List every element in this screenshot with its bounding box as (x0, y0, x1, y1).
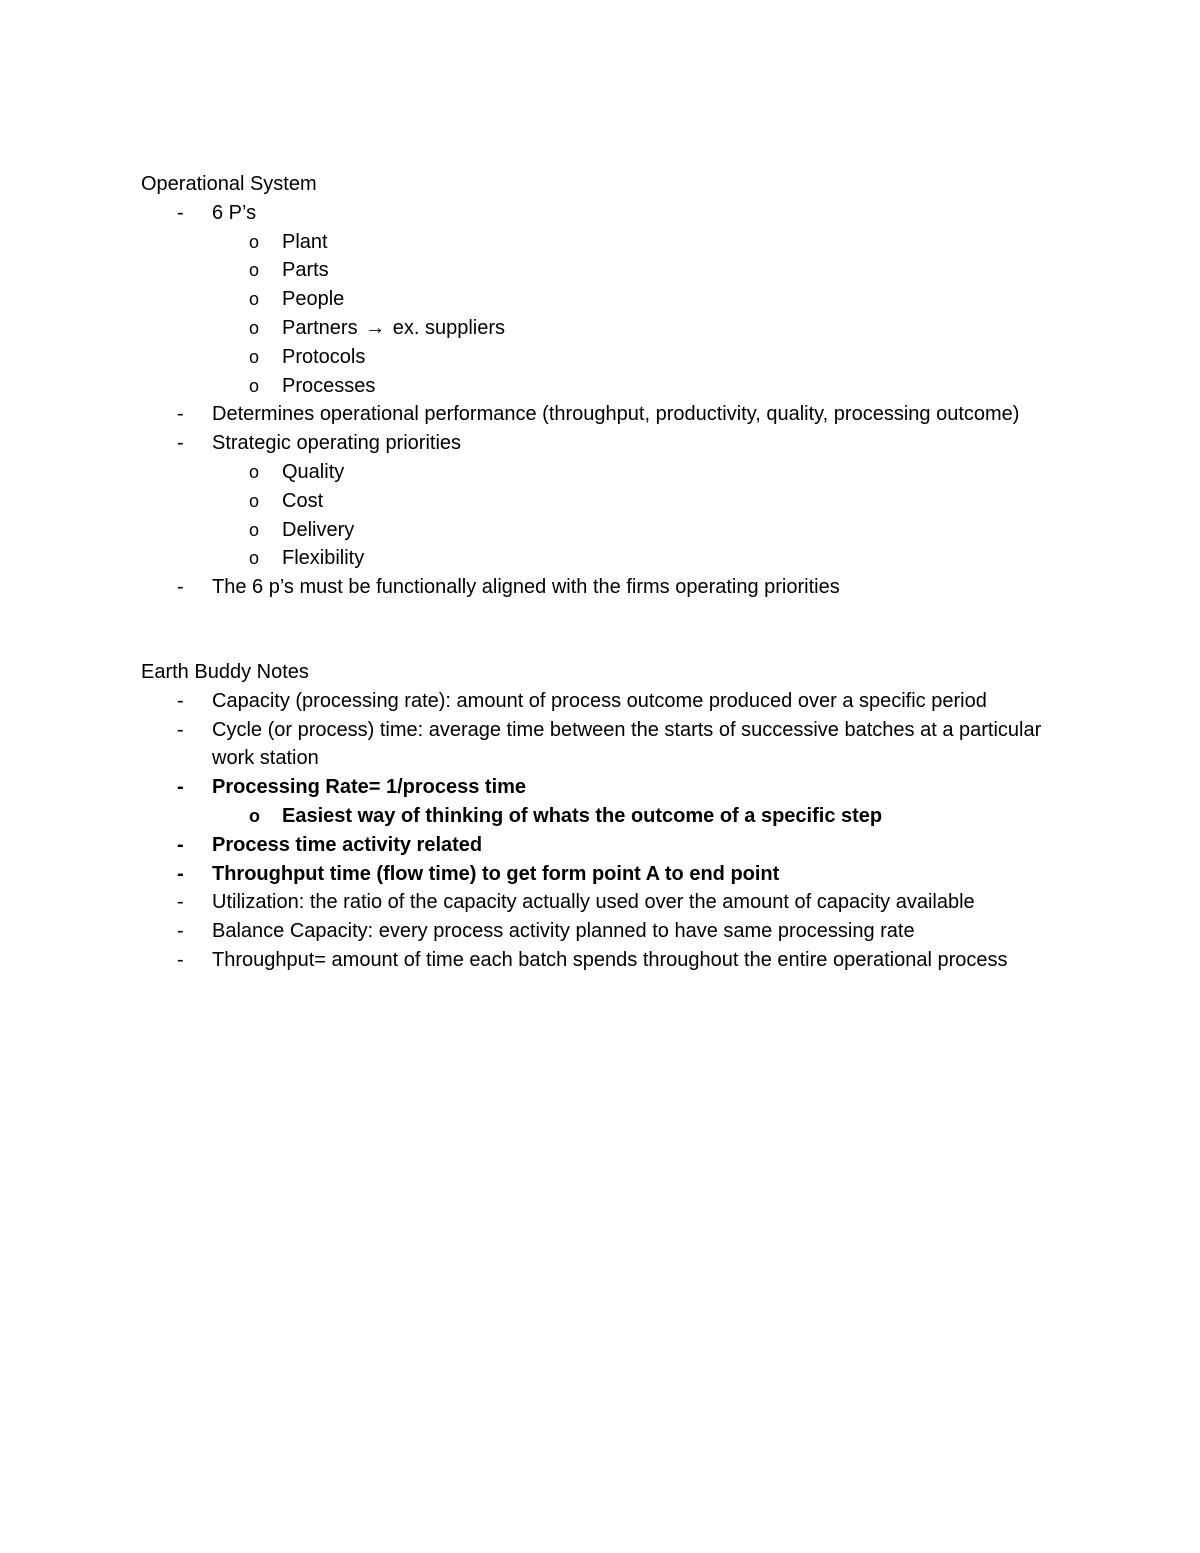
dash-bullet: - (177, 201, 184, 224)
sub-list-item (141, 256, 1081, 285)
list-item-text: Utilization: the ratio of the capacity actually used over the amount of capacity available (212, 891, 975, 914)
dash-bullet: - (177, 920, 184, 943)
list-item-text: Determines operational performance (throughput, productivity, quality, processing outcome) (212, 403, 1020, 426)
sub-list-item-text: Plant (282, 230, 328, 253)
sub-list-item (141, 314, 1081, 343)
earth-buddy-notes-section (141, 658, 1081, 975)
dash-bullet: - (177, 403, 184, 426)
list-item-text: The 6 p’s must be functionally aligned with the firms operating priorities (212, 576, 840, 599)
circle-bullet: o (249, 346, 260, 367)
circle-bullet: o (249, 490, 260, 511)
sub-list-item-text: Protocols (282, 345, 366, 368)
section-heading: Earth Buddy Notes (141, 661, 309, 683)
circle-bullet: o (249, 317, 260, 338)
dash-bullet: - (177, 833, 184, 856)
sub-list-item-text: Partners (282, 316, 358, 339)
sub-list-item (141, 343, 1081, 372)
list-item-text: Balance Capacity: every process activity planned to have same processing rate (212, 920, 915, 943)
dash-bullet: - (177, 948, 184, 971)
list-item-text: Throughput= amount of time each batch spends throughout the entire operational process (212, 948, 1008, 971)
sub-list-item-text: Quality (282, 460, 345, 483)
list-item (141, 400, 1081, 429)
dash-bullet: - (177, 432, 184, 455)
circle-bullet: o (249, 231, 260, 252)
list-item (141, 429, 1081, 458)
list-item-text: 6 P’s (212, 201, 257, 224)
sub-list-item (141, 544, 1081, 573)
list-item-text: Capacity (processing rate): amount of process outcome produced over a specific period (212, 689, 987, 712)
list-item (141, 573, 1081, 602)
sub-list-item-text: Flexibility (282, 547, 365, 570)
list-item (141, 946, 1081, 975)
list-item (141, 773, 1081, 802)
sub-list-item-text: People (282, 288, 345, 311)
sub-list-item (141, 372, 1081, 401)
list-item-text: Process time activity related (212, 833, 483, 856)
sub-list-item-text: Easiest way of thinking of whats the outcome of a specific step (282, 804, 883, 827)
list-item (141, 860, 1081, 889)
operational-system-section (141, 170, 1081, 602)
section-heading: Operational System (141, 173, 317, 195)
list-item (141, 888, 1081, 917)
dash-bullet: - (177, 776, 184, 799)
sub-list-item-text: Processes (282, 374, 376, 397)
list-item (141, 199, 1081, 228)
dash-bullet: - (177, 891, 184, 914)
list-item (141, 687, 1081, 716)
sub-list-item-text: Delivery (282, 518, 355, 541)
list-item (141, 917, 1081, 946)
sub-list-item (141, 458, 1081, 487)
sub-list-item-text: Cost (282, 489, 324, 512)
sub-list-item (141, 802, 1081, 831)
circle-bullet: o (249, 548, 260, 569)
circle-bullet: o (249, 805, 260, 826)
list-item-text: Cycle (or process) time: average time between the starts of successive batches at a particular work station (212, 718, 1042, 770)
sub-list-item (141, 228, 1081, 257)
circle-bullet: o (249, 519, 260, 540)
sub-list-item-text: Parts (282, 259, 329, 282)
list-item (141, 831, 1081, 860)
list-item-text: Strategic operating priorities (212, 432, 462, 455)
dash-bullet: - (177, 718, 184, 741)
circle-bullet: o (249, 461, 260, 482)
dash-bullet: - (177, 576, 184, 599)
sub-list-item-text: ex. suppliers (392, 316, 505, 339)
sub-list-item (141, 516, 1081, 545)
sub-list-item (141, 285, 1081, 314)
list-item-text: Throughput time (flow time) to get form point A to end point (212, 862, 780, 885)
sub-list-item (141, 487, 1081, 516)
dash-bullet: - (177, 689, 184, 712)
dash-bullet: - (177, 862, 184, 885)
right-arrow-icon: → (365, 316, 386, 339)
circle-bullet: o (249, 260, 260, 281)
circle-bullet: o (249, 289, 260, 310)
list-item (141, 716, 1081, 774)
circle-bullet: o (249, 375, 260, 396)
list-item-text: Processing Rate= 1/process time (212, 776, 527, 799)
